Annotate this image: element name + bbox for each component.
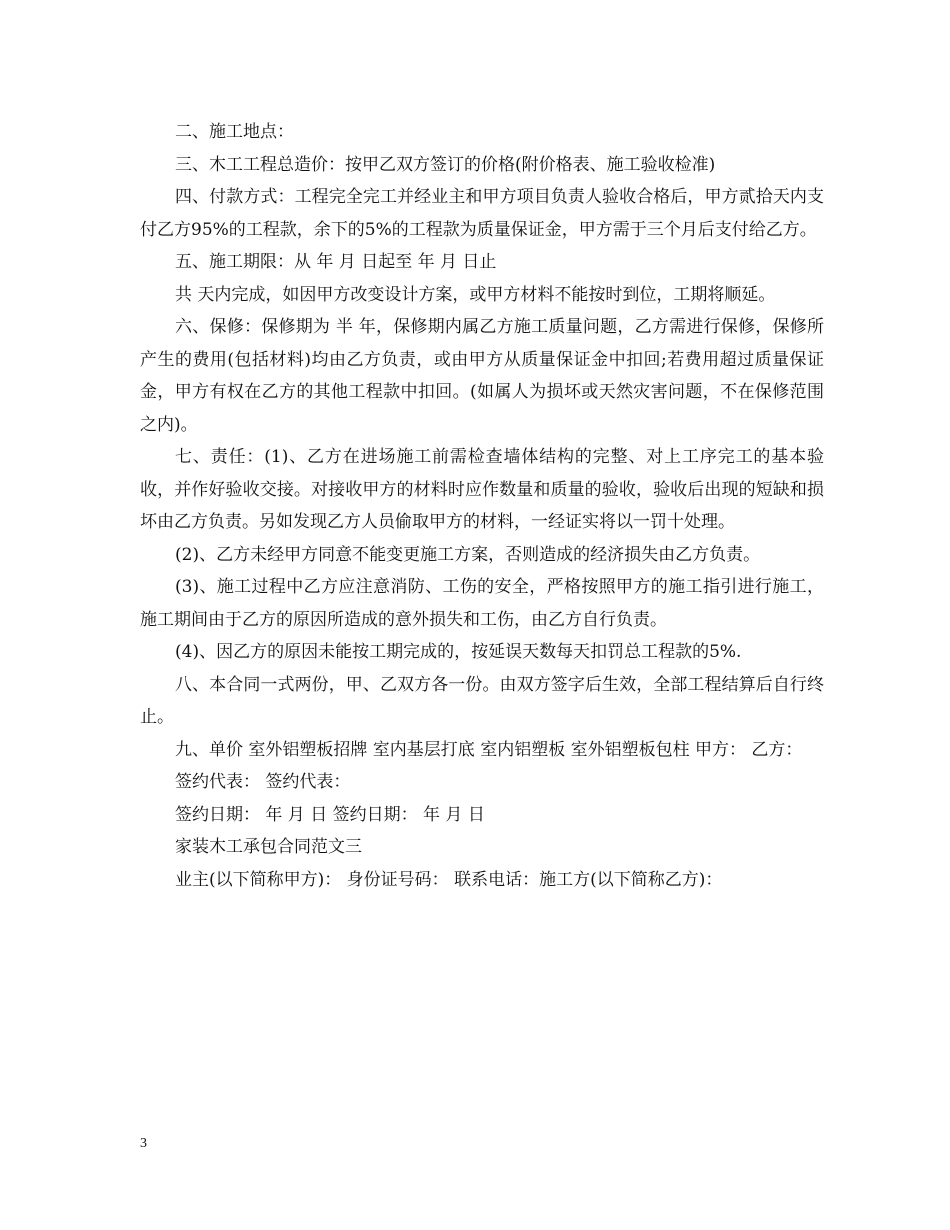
paragraph-completion-days: 共 天内完成，如因甲方改变设计方案，或甲方材料不能按时到位，工期将顺延。 — [175, 284, 776, 305]
paragraph-responsibility-3: (3)、施工过程中乙方应注意消防、工伤的安全，严格按照甲方的施工指引进行施工，施工期间由于乙方的原因所造成的意外损失和工伤，由乙方自行负责。 — [140, 577, 824, 630]
paragraph-responsibility-1: 七、责任：(1)、乙方在进场施工前需检查墙体结构的完整、对上工序完工的基本验收，并作好验收交接。对接收甲方的材料时应作数量和质量的验收，验收后出现的短缺和损坏由乙方负责。另如发现乙方人员偷取甲方的材料，一经证实将以一罚十处理。 — [140, 447, 824, 532]
paragraph-payment-method: 四、付款方式：工程完全完工并经业主和甲方项目负责人验收合格后，甲方贰拾天内支付乙方95%的工程款，余下的5%的工程款为质量保证金，甲方需于三个月后支付给乙方。 — [140, 187, 824, 240]
paragraph-owner-info: 业主(以下简称甲方)： 身份证号码： 联系电话：施工方(以下简称乙方)： — [175, 869, 723, 890]
paragraph-signing-date: 签约日期： 年 月 日 签约日期： 年 月 日 — [175, 804, 485, 825]
paragraph-warranty: 六、保修：保修期为 半 年，保修期内属乙方施工质量问题，乙方需进行保修，保修所产生的费用(包括材料)均由乙方负责，或由甲方从质量保证金中扣回;若费用超过质量保证金，甲方有权在乙方的其他工程款中扣回。(如属人为损坏或天然灾害问题，不在保修范围之内)。 — [140, 317, 824, 435]
paragraph-responsibility-4: (4)、因乙方的原因未能按工期完成的，按延误天数每天扣罚总工程款的5%. — [175, 642, 742, 662]
paragraph-total-cost: 三、木工工程总造价：按甲乙双方签订的价格(附价格表、施工验收检准) — [175, 154, 716, 175]
paragraph-signing-representative: 签约代表： 签约代表： — [175, 772, 351, 792]
document-body — [140, 116, 824, 896]
paragraph-contract-copies: 八、本合同一式两份，甲、乙双方各一份。由双方签字后生效，全部工程结算后自行终止。 — [140, 674, 824, 727]
paragraph-construction-site: 二、施工地点： — [175, 122, 294, 142]
paragraph-construction-period: 五、施工期限：从 年 月 日起至 年 月 日止 — [175, 252, 497, 272]
section-heading-contract-three: 家装木工承包合同范文三 — [175, 837, 362, 857]
paragraph-unit-price: 九、单价 室外铝塑板招牌 室内基层打底 室内铝塑板 室外铝塑板包柱 甲方： 乙方： — [175, 739, 803, 760]
page-number: 3 — [140, 1136, 147, 1151]
paragraph-responsibility-2: (2)、乙方未经甲方同意不能变更施工方案，否则造成的经济损失由乙方负责。 — [175, 544, 761, 565]
